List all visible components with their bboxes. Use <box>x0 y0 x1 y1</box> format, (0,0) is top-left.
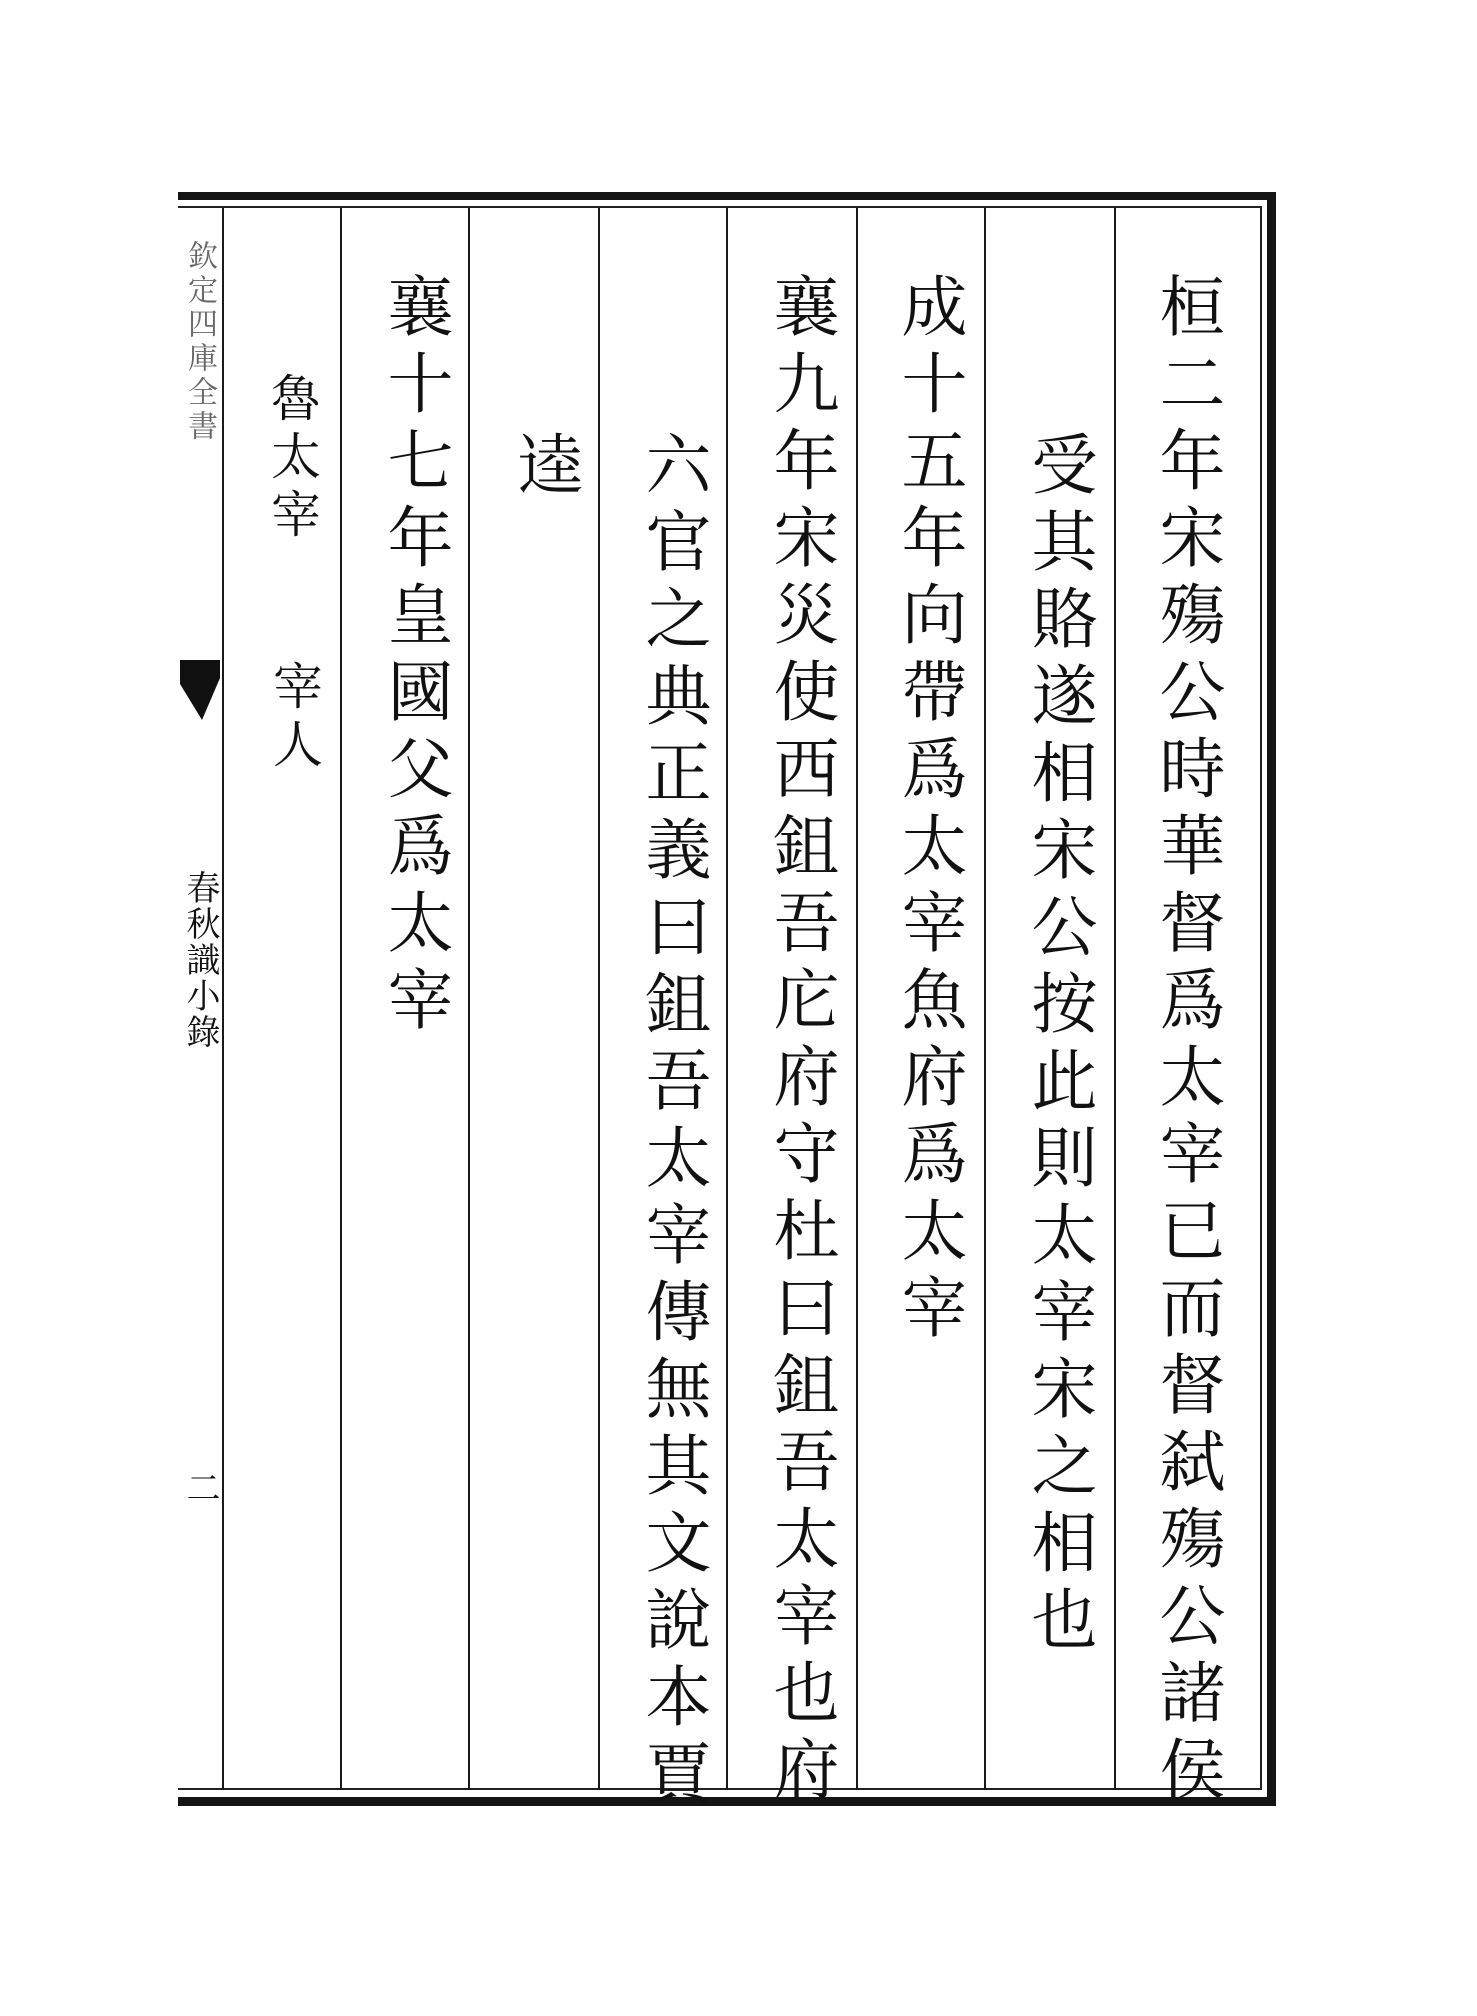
text-column-1: 桓二年宋殤公時華督爲太宰已而督弑殤公諸侯 <box>1148 272 1225 1812</box>
text-column-8: 魯太宰 <box>263 372 321 546</box>
column-rule <box>726 208 728 1790</box>
column-rule <box>856 208 858 1790</box>
column-rule <box>340 208 342 1790</box>
book-title: 欽定四庫全書 <box>182 240 217 444</box>
text-column-2: 受其賂遂相宋公按此則太宰宋之相也 <box>1020 430 1097 1662</box>
text-column-6: 逵 <box>506 430 583 507</box>
section-title: 春秋識小錄 <box>180 870 220 1050</box>
text-column-3: 成十五年向帶爲太宰魚府爲太宰 <box>890 272 967 1350</box>
text-column-4: 襄九年宋災使西鉏吾庀府守杜曰鉏吾太宰也府 <box>762 272 839 1812</box>
page-margin-column <box>180 210 222 1788</box>
text-column-9: 宰人 <box>265 660 323 776</box>
column-rule <box>222 208 224 1790</box>
column-rule <box>468 208 470 1790</box>
column-rule <box>598 208 600 1790</box>
text-column-5: 六官之典正義曰鉏吾太宰傳無其文說本賈 <box>634 430 711 1816</box>
text-column-7: 襄十七年皇國父爲太宰 <box>376 272 453 1042</box>
fishtail-mark <box>180 660 220 720</box>
column-rule <box>984 208 986 1790</box>
column-rule <box>1114 208 1116 1790</box>
page-number: 二 <box>180 1470 220 1504</box>
